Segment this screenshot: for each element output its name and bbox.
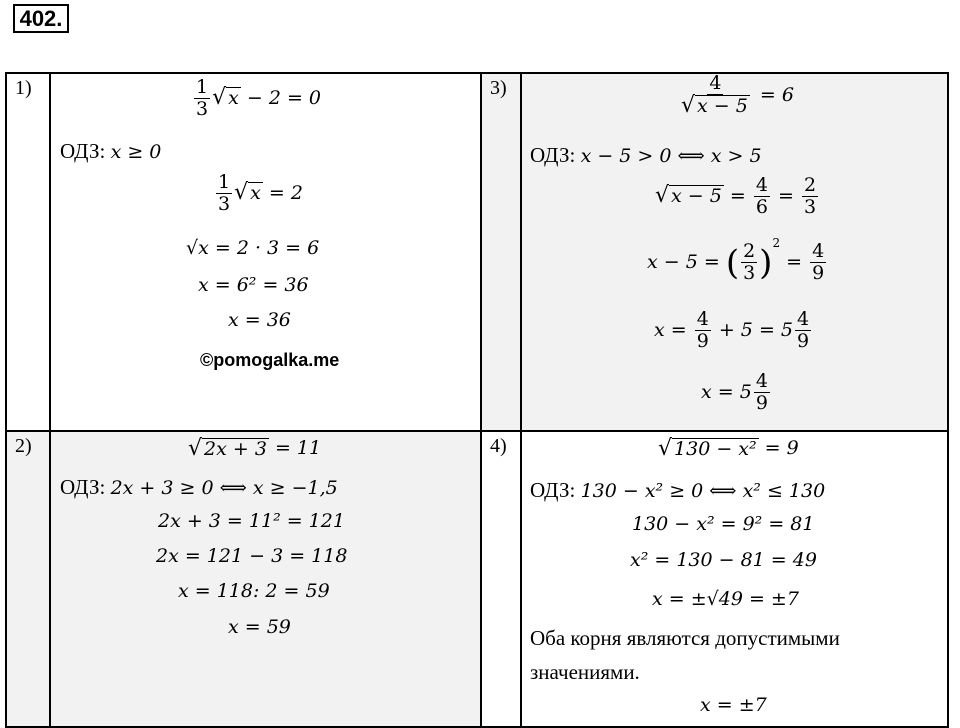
watermark: ©pomogalka.me xyxy=(200,350,340,370)
equation-4-line-1: √ 130 − x² = 9 xyxy=(658,435,799,461)
conclusion-text-1: Оба корня являются допустимыми xyxy=(530,626,840,650)
cell-number-4 xyxy=(480,430,522,728)
equation-3-line-3: √ x − 5 = $\frac{4}{6}$ = $\frac{2}{3}$ xyxy=(655,174,817,218)
equation-2-line-6: x = 59 xyxy=(228,616,291,638)
cell-number-2 xyxy=(5,430,51,728)
equation-4-line-5: x = ±√49 = ±7 xyxy=(652,588,799,610)
conclusion-text-2: значениями. xyxy=(530,660,640,684)
equation-1-line-5: x = 6² = 36 xyxy=(198,274,309,296)
equation-2-line-3: 2x + 3 = 11² = 121 xyxy=(158,510,345,532)
odz-4: ОДЗ: 130 − x² ≥ 0 ⟺ x² ≤ 130 xyxy=(530,478,826,502)
equation-2-line-4: 2x = 121 − 3 = 118 xyxy=(156,545,348,567)
equation-4-line-3: 130 − x² = 9² = 81 xyxy=(632,513,815,535)
equation-3-line-4: x − 5 = ( $\frac{2}{3}$ )$^2$ = $\frac{4}{9}$ xyxy=(647,235,825,284)
item-number: 1) xyxy=(15,77,32,99)
equation-1-line-3: $\frac{1}{3}$ √ x = 2 xyxy=(218,171,303,215)
equation-1-line-1: $\frac{1}{3}$ √ x − 2 = 0 xyxy=(196,76,322,120)
odz-2: ОДЗ: 2x + 3 ≥ 0 ⟺ x ≥ −1,5 xyxy=(60,475,338,499)
equation-3-line-1: 4 √ x − 5 = 6 xyxy=(681,72,794,118)
cell-number-1 xyxy=(5,72,51,432)
odz-1: ОДЗ: x ≥ 0 xyxy=(60,139,162,163)
item-number: 3) xyxy=(490,77,507,99)
item-number: 4) xyxy=(490,435,507,457)
equation-2-line-5: x = 118: 2 = 59 xyxy=(178,580,330,602)
equation-3-line-5: x = $\frac{4}{9}$ + 5 = 5 $\frac{4}{9}$ xyxy=(654,308,810,352)
equation-1-line-6: x = 36 xyxy=(228,309,291,331)
equation-3-line-6: x = 5 $\frac{4}{9}$ xyxy=(701,370,768,414)
equation-1-line-4: √x = 2 · 3 = 6 xyxy=(186,237,320,259)
item-number: 2) xyxy=(15,435,32,457)
equation-4-line-4: x² = 130 − 81 = 49 xyxy=(630,549,817,571)
equation-4-line-8: x = ±7 xyxy=(700,694,767,716)
odz-3: ОДЗ: x − 5 > 0 ⟺ x > 5 xyxy=(530,143,762,167)
task-number: 402. xyxy=(13,4,69,33)
cell-number-3 xyxy=(480,72,522,432)
equation-2-line-1: √ 2x + 3 = 11 xyxy=(188,435,322,461)
